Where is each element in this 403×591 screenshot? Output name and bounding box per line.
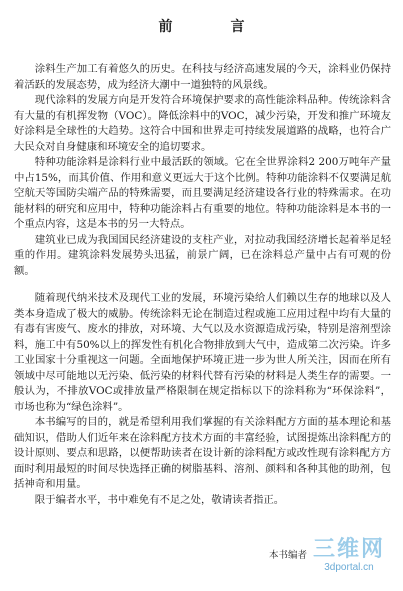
preface-body	[14, 62, 391, 508]
paragraph-3: 特种功能涂料是涂料行业中最活跃的领域。它在全世界涂料2 200万吨年产量中占15%，而其价值、作用和意义更远大于这个比例。特种功能涂料不仅要满足航空航天等国防尖端产品的特殊需要，而且要满足经济建设各行业的特殊需求。在功能材料的研究和应用中，特种功能涂料占有重要的地位。特种功能涂料是本书的一个重点内容，这是本书的另一大特点。	[14, 156, 391, 230]
signature: 本书编者	[268, 550, 307, 561]
paragraph-4: 建筑业已成为我国国民经济建设的支柱产业，对拉动我国经济增长起着举足轻重的作用。建筑涂料发展势头迅猛，前景广阔，已在涂料总产量中占有可观的份额。	[14, 233, 391, 277]
paragraph-1: 涂料生产加工有着悠久的历史。在科技与经济高速发展的今天，涂料业仍保持着活跃的发展态势，成为经济大潮中一道独特的风景线。	[14, 63, 391, 91]
paragraph-2: 现代涂料的发展方向是开发符合环境保护要求的高性能涂料品种。传统涂料含有大量的有机挥发物（VOC）。降低涂料中的VOC，减少污染，开发和推广环境友好涂料是全球性的大趋势。这符合中国和世界走可持续发展道路的战略，也符合广大民众对自身健康和环境安全的追切要求。	[14, 94, 391, 153]
watermark-logo: 三维网	[312, 536, 385, 561]
paragraph-7: 限于编者水平，书中难免有不足之处，敬请读者指正。	[34, 493, 285, 506]
watermark-url: 3dportal.cn	[324, 562, 374, 573]
paragraph-6: 本书编写的目的，就是希望利用我们掌握的有关涂料配方方面的基本理论和基础知识，借助人们近年来在涂料配方技术方面的丰富经验，试图提炼出涂料配方的设计原则、要点和思路，以便帮助读者在设计新的涂料配方或改性现有涂料配方方面时利用最短的时间尽快选择正确的树脂基料、溶剂、颜料和各种其他的助剂，包括神奇和用量。	[14, 416, 391, 490]
paragraph-gap	[14, 279, 391, 291]
site-watermark	[303, 537, 395, 581]
paragraph-5: 随着现代纳米技术及现代工业的发展，环境污染给人们赖以生存的地球以及人类本身造成了极大的威胁。传统涂料无论在制造过程或施工应用过程中均有大量的有毒有害废气、废水的排放，对环境、大气以及水资源造成污染，特别是溶剂型涂料，施工中有50%以上的挥发性有机化合物排放到大气中，造成第二次污染。许多工业国家十分重视这一问题。全面地保护环境正进一步为世人所关注，因而在所有领域中尽可能地以无污染、低污染的材料代替有污染的材料是人类生存的需要。一般认为，不排放VOC或排放量严格限制在规定指标以下的涂料称为“环保涂料”，市场也称为“绿色涂料”。	[14, 292, 391, 413]
page-title: 前 言	[158, 19, 267, 35]
